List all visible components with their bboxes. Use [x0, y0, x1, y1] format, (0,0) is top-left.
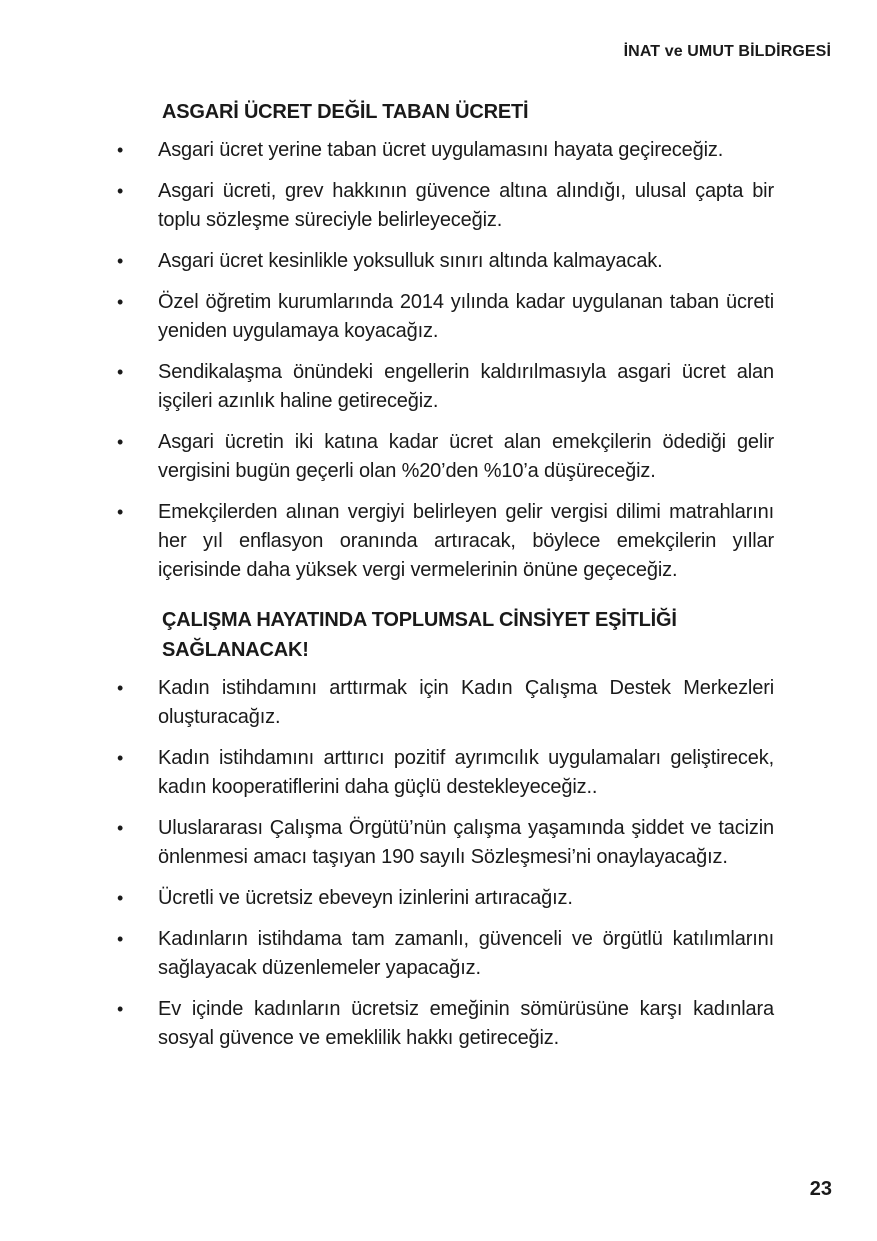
- list-item-text: Ücretli ve ücretsiz ebeveyn izinlerini artıracağız.: [158, 887, 573, 909]
- minimum-wage-list: [117, 136, 774, 585]
- list-item-text: Kadın istihdamını arttırıcı pozitif ayrımcılık uygulamaları geliştirecek, kadın kooperatiflerini daha güçlü destekleyeceğiz..: [158, 747, 774, 798]
- bullet-icon: •: [117, 292, 124, 312]
- list-item-text: Asgari ücretin iki katına kadar ücret alan emekçilerin ödediği gelir vergisini bugün geçerli olan %20’den %10’a düşüreceğiz.: [158, 431, 774, 482]
- list-item: [117, 814, 774, 872]
- list-item-text: Kadınların istihdama tam zamanlı, güvenceli ve örgütlü katılımlarını sağlayacak düzenlemeler yapacağız.: [158, 928, 774, 979]
- bullet-icon: •: [117, 432, 124, 452]
- bullet-icon: •: [117, 999, 124, 1019]
- list-item-text: Asgari ücret kesinlikle yoksulluk sınırı altında kalmayacak.: [158, 250, 663, 272]
- list-item-text: Emekçilerden alınan vergiyi belirleyen gelir vergisi dilimi matrahlarını her yıl enflasyon oranında artıracak, böylece emekçilerin yıllar içerisinde daha yüksek vergi vermelerinin önüne geçeceğiz.: [158, 501, 774, 581]
- bullet-icon: •: [117, 888, 124, 908]
- page-content: [117, 97, 774, 1065]
- list-item: [117, 177, 774, 235]
- bullet-icon: •: [117, 748, 124, 768]
- list-item: [117, 674, 774, 732]
- list-item: [117, 428, 774, 486]
- bullet-icon: •: [117, 502, 124, 522]
- bullet-icon: •: [117, 362, 124, 382]
- list-item: [117, 288, 774, 346]
- bullet-icon: •: [117, 251, 124, 271]
- list-item-text: Kadın istihdamını arttırmak için Kadın Çalışma Destek Merkezleri oluşturacağız.: [158, 677, 774, 728]
- running-header: İNAT ve UMUT BİLDİRGESİ: [623, 43, 831, 60]
- list-item-text: Asgari ücreti, grev hakkının güvence altına alındığı, ulusal çapta bir toplu sözleşme süreciyle belirleyeceğiz.: [158, 180, 774, 231]
- section-heading-minimum-wage: ASGARİ ÜCRET DEĞİL TABAN ÜCRETİ: [162, 101, 529, 123]
- list-item: [117, 247, 774, 276]
- page-number: 23: [809, 1178, 832, 1200]
- bullet-icon: •: [117, 929, 124, 949]
- bullet-icon: •: [117, 678, 124, 698]
- list-item: [117, 884, 774, 913]
- list-item-text: Sendikalaşma önündeki engellerin kaldırılmasıyla asgari ücret alan işçileri azınlık haline getireceğiz.: [158, 361, 774, 412]
- list-item: [117, 498, 774, 585]
- list-item-text: Asgari ücret yerine taban ücret uygulamasını hayata geçireceğiz.: [158, 139, 724, 161]
- list-item: [117, 744, 774, 802]
- list-item: [117, 925, 774, 983]
- gender-equality-list: [117, 674, 774, 1053]
- list-item-text: Özel öğretim kurumlarında 2014 yılında kadar uygulanan taban ücreti yeniden uygulamaya koyacağız.: [158, 291, 774, 342]
- list-item: [117, 136, 774, 165]
- list-item-text: Ev içinde kadınların ücretsiz emeğinin sömürüsüne karşı kadınlara sosyal güvence ve emeklilik hakkı getireceğiz.: [158, 998, 774, 1049]
- list-item: [117, 995, 774, 1053]
- bullet-icon: •: [117, 181, 124, 201]
- list-item: [117, 358, 774, 416]
- bullet-icon: •: [117, 818, 124, 838]
- list-item-text: Uluslararası Çalışma Örgütü’nün çalışma yaşamında şiddet ve tacizin önlenmesi amacı taşıyan 190 sayılı Sözleşmesi’ni onaylayacağız.: [158, 817, 774, 868]
- section-heading-gender-equality: ÇALIŞMA HAYATINDA TOPLUMSAL CİNSİYET EŞİTLİĞİ SAĞLANACAK!: [162, 609, 677, 661]
- bullet-icon: •: [117, 140, 124, 160]
